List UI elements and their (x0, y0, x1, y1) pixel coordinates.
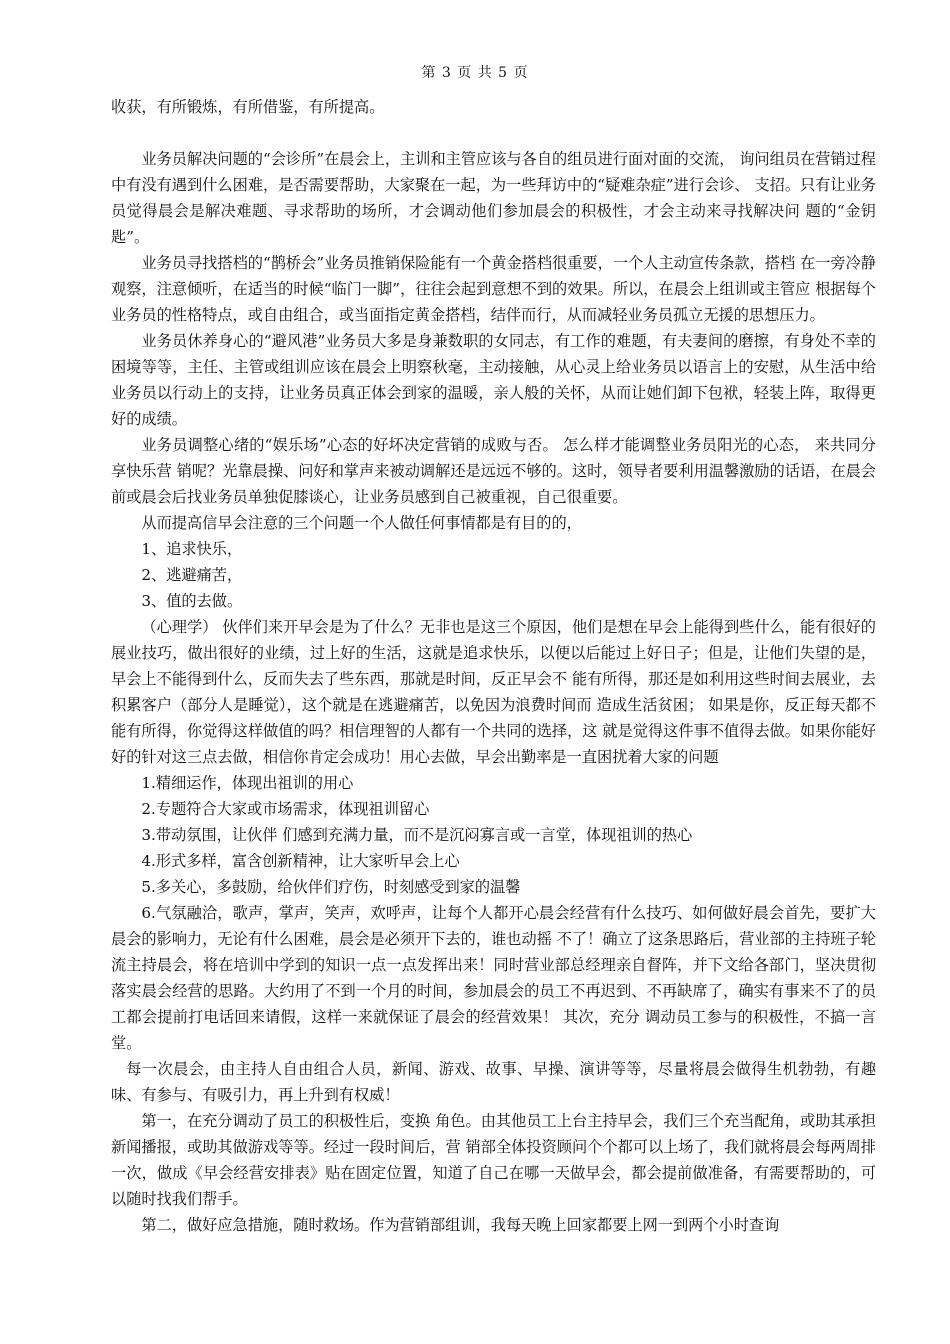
paragraph-entertainment: 业务员调整心绪的“娱乐场”心态的好坏决定营销的成败与否。 怎么样才能调整业务员阳光的心态， 来共同分享快乐营 销呢？光靠晨操、问好和掌声来被动调解还是远远不够的。这时，领导者要利用温馨激励的话语，在晨会前或晨会后找业务员单独促膝谈心，让业务员感到自己被重视，自己很重要。 (111, 436, 876, 506)
list-item-tip: 2.专题符合大家或市场需求，体现祖训留心 (141, 800, 430, 818)
paragraph-continuation: 收获，有所锻炼，有所借鉴，有所提高。 (111, 98, 385, 116)
paragraph-second: 第二，做好应急措施，随时救场。作为营销部组训，我每天晚上回家都要上网一到两个小时查询 (141, 1216, 780, 1234)
list-item-reason: 2、逃避痛苦， (141, 566, 243, 584)
paragraph-psychology: （心理学） 伙伴们来开早会是为了什么？无非也是这三个原因，他们是想在早会上能得到些什么，能有很好的展业技巧，做出很好的业绩，过上好的生活，这就是追求快乐，以便以后能过上好日子；但是，让他们失望的是，早会上不能得到什么，反而失去了些东西，那就是时间，反正早会不 能有所得，那还是如利用这些时间去展业，去积累客户（部分人是睡觉），这个就是在逃避痛苦，以免因为浪费时间而 造成生活贫困； 如果是你，反正每天都不能有所得，你觉得这样做值的吗？相信理智的人都有一个共同的选择，这 就是觉得这件事不值得去做。如果你能好好的针对这三点去做，相信你肯定会成功！用心去做，早会出勤率是一直困扰着大家的问题 (111, 618, 876, 766)
paragraph-partner: 业务员寻找搭档的“鹊桥会”业务员推销保险能有一个黄金搭档很重要，一个人主动宣传条款，搭档 在一旁冷静观察，注意倾听，在适当的时候“临门一脚”，往往会起到意想不到的效果。所以，在晨会上组训或主管应 根据每个业务员的性格特点，或自由组合，或当面指定黄金搭档，结伴而行，从而减轻业务员孤立无援的思想压力。 (111, 254, 876, 324)
paragraph-haven: 业务员休养身心的“避风港”业务员大多是身兼数职的女同志，有工作的难题，有夫妻间的磨擦，有身处不幸的困境等等，主任、主管或组训应该在晨会上明察秋毫，主动接触，从心灵上给业务员以语言上的安慰，从生活中给业务员以行动上的支持，让业务员真正体会到家的温暖，亲人般的关怀，从而让她们卸下包袱，轻装上阵，取得更好的成绩。 (111, 332, 876, 428)
document-body (111, 94, 876, 1238)
paragraph-three-issues: 从而提高信早会注意的三个问题一个人做任何事情都是有目的的， (141, 514, 582, 532)
list-item-reason: 1、追求快乐， (141, 540, 243, 558)
list-item-tip: 4.形式多样，富含创新精神，让大家听早会上心 (141, 852, 460, 870)
paragraph-first: 第一，在充分调动了员工的积极性后，变换 角色。由其他员工上台主持早会，我们三个充当配角，或助其承担新闻播报，或助其做游戏等等。经过一段时间后，营 销部全体投资顾问个个都可以上场了，我们就将晨会每两周排一次，做成《早会经营安排表》贴在固定位置，知道了自己在哪一天做早会，都会提前做准备，有需要帮助的，可以随时找我们帮手。 (111, 1112, 876, 1208)
paragraph-spacer (111, 120, 876, 146)
list-item-tip: 5.多关心，多鼓励，给伙伴们疗伤，时刻感受到家的温馨 (141, 878, 521, 896)
list-item-tip: 3.带动氛围，让伙伴 们感到充满力量，而不是沉闷寡言或一言堂，体现祖训的热心 (141, 826, 693, 844)
paragraph-every-meeting: 每一次晨会，由主持人自由组合人员，新闻、游戏、故事、早操、演讲等等，尽量将晨会做得生机勃勃，有趣味、有参与、有吸引力，再上升到有权威！ (111, 1060, 876, 1104)
page-number-header: 第 3 页 共 5 页 (421, 65, 529, 81)
paragraph-consultation: 业务员解决问题的“会诊所”在晨会上，主训和主管应该与各自的组员进行面对面的交流， 询问组员在营销过程中有没有遇到什么困难，是否需要帮助，大家聚在一起，为一些拜访中的“疑难杂症”进行会诊、 支招。只有让业务员觉得晨会是解决难题、寻求帮助的场所，才会调动他们参加晨会的积极性，才会主动来寻找解决问 题的“金钥匙”。 (111, 150, 876, 246)
paragraph-tip-six: 6.气氛融洽，歌声，掌声，笑声，欢呼声，让每个人都开心晨会经营有什么技巧、如何做好晨会首先，要扩大晨会的影响力，无论有什么困难，晨会是必须开下去的，谁也动摇 不了！确立了这条思路后，营业部的主持班子轮流主持晨会，将在培训中学到的知识一点一点发挥出来！同时营业部总经理亲自督阵，并下文给各部门，坚决贯彻落实晨会经营的思路。大约用了不到一个月的时间，参加晨会的员工不再迟到、不再缺席了，确实有事来不了的员工都会提前打电话回来请假，这样一来就保证了晨会的经营效果！ 其次，充分 调动员工参与的积极性，不搞一言堂。 (111, 904, 876, 1052)
list-item-reason: 3、值的去做。 (141, 592, 243, 610)
list-item-tip: 1.精细运作，体现出祖训的用心 (141, 774, 354, 792)
